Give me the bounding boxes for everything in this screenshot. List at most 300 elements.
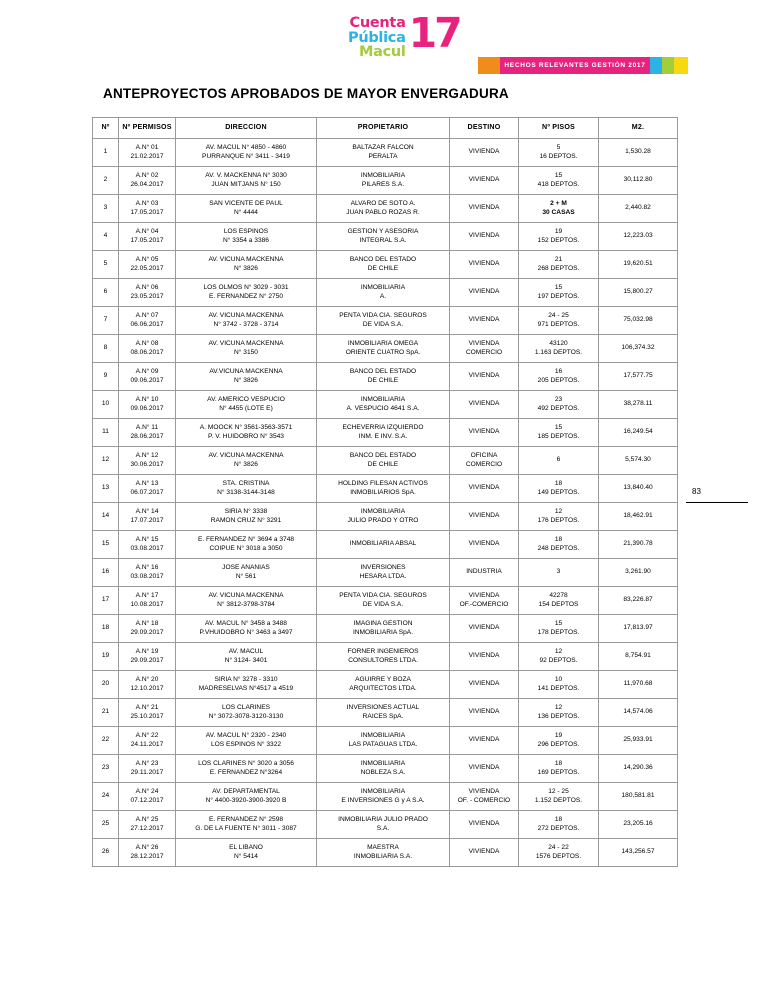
cell-propietario-line1: INMOBILIARIA JULIO PRADO [338, 816, 428, 824]
cell-permiso-line2: 09.06.2017 [130, 404, 164, 412]
cell-destino-line2: COMERCIO [465, 460, 503, 468]
cell-pisos-line1: 16 [554, 368, 563, 376]
table-row [93, 195, 678, 223]
cell-m2: 19,620.51 [599, 251, 678, 279]
cell-pisos-line2: 492 DEPTOS. [537, 404, 580, 412]
cell-pisos-line2: 178 DEPTOS. [537, 628, 580, 636]
cell-propietario [317, 615, 450, 643]
cell-direccion-line2: COIPUE N° 3018 a 3050 [209, 544, 283, 552]
cell-pisos-line2: 152 DEPTOS. [537, 236, 580, 244]
cell-pisos-line1: 10 [554, 676, 563, 684]
cell-destino [450, 811, 519, 839]
cell-permiso [119, 419, 176, 447]
cell-permiso [119, 671, 176, 699]
cell-propietario-line1: INMOBILIARIA [360, 396, 406, 404]
ribbon-segment-magenta [500, 57, 650, 74]
cell-destino-line1: OFICINA [470, 452, 498, 460]
cell-permiso [119, 251, 176, 279]
cell-direccion-line1: AV. VICUÑA MACKENNA [208, 452, 284, 460]
cell-destino [450, 335, 519, 363]
table-row [93, 755, 678, 783]
column-header-destino: DESTINO [450, 118, 519, 139]
cell-m2: 5,574.30 [599, 447, 678, 475]
cell-propietario-line2: INM. E INV. S.A. [358, 432, 408, 440]
cell-direccion-line1: LOS OLMOS N° 3029 - 3031 [203, 284, 289, 292]
page-number-rule [686, 502, 748, 503]
cell-direccion-line1: AV. MACUL N° 3458 a 3488 [205, 620, 287, 628]
table-row [93, 447, 678, 475]
cell-m2: 12,223.03 [599, 223, 678, 251]
cell-permiso-line2: 25.10.2017 [130, 712, 164, 720]
cell-propietario-line1: INMOBILIARIA [360, 760, 406, 768]
cell-permiso [119, 643, 176, 671]
table-row [93, 643, 678, 671]
cell-propietario [317, 363, 450, 391]
cell-m2: 1,530.28 [599, 139, 678, 167]
cell-propietario [317, 839, 450, 867]
cell-permiso-line1: A.N° 22 [135, 732, 159, 740]
cell-propietario-line1: INMOBILIARIA [360, 732, 406, 740]
cell-destino-line1: VIVIENDA [468, 372, 500, 380]
cell-propietario [317, 671, 450, 699]
cell-direccion-line1: SIRIA N° 3278 - 3310 [214, 676, 278, 684]
cell-propietario-line1: BALTAZAR FALCON [352, 144, 414, 152]
cell-propietario-line1: BANCO DEL ESTADO [349, 368, 417, 376]
cell-numero: 6 [93, 279, 119, 307]
cell-pisos-line2: 296 DEPTOS. [537, 740, 580, 748]
cell-propietario-line2: A. VESPUCIO 4641 S.A. [346, 404, 420, 412]
cell-propietario [317, 699, 450, 727]
cell-m2: 11,970.68 [599, 671, 678, 699]
anteproyectos-table [92, 117, 678, 867]
cell-destino-line1: VIVIENDA [468, 652, 500, 660]
cell-pisos-line1: 18 [554, 480, 563, 488]
cell-direccion-line2: N° 5414 [234, 852, 258, 860]
cell-propietario [317, 251, 450, 279]
cell-destino [450, 307, 519, 335]
cell-direccion-line2: E. FERNANDEZ N° 2750 [208, 292, 284, 300]
ribbon-segment-orange [478, 57, 500, 74]
cell-propietario [317, 783, 450, 811]
cell-destino [450, 475, 519, 503]
cell-direccion-line2: N° 3812-3798-3784 [217, 600, 275, 608]
cell-propietario-line1: BANCO DEL ESTADO [349, 256, 417, 264]
cell-numero: 17 [93, 587, 119, 615]
cell-destino [450, 223, 519, 251]
cell-pisos-line1: 5 [556, 144, 561, 152]
table-row [93, 363, 678, 391]
cell-m2: 2,440.82 [599, 195, 678, 223]
cell-pisos-line2: 418 DEPTOS. [537, 180, 580, 188]
cell-pisos [519, 195, 599, 223]
cell-pisos [519, 671, 599, 699]
cell-destino [450, 419, 519, 447]
cell-propietario-line1: AGUIRRE Y BOZA [355, 676, 411, 684]
cell-pisos-line2: 92 DEPTOS. [539, 656, 578, 664]
column-header-permisos: Nº PERMISOS [119, 118, 176, 139]
anteproyectos-table-wrapper [92, 117, 677, 867]
cell-direccion-line2: N° 3354 a 3386 [223, 236, 269, 244]
column-header-propietario: PROPIETARIO [317, 118, 450, 139]
cell-m2: 106,374.32 [599, 335, 678, 363]
cell-permiso-line2: 17.07.2017 [130, 516, 164, 524]
cell-direccion-line1: E. FERNANDEZ N° 2598 [208, 816, 284, 824]
cell-propietario [317, 139, 450, 167]
cell-pisos [519, 475, 599, 503]
page-number: 83 [692, 487, 701, 496]
cell-destino-line2: OF. - COMERCIO [457, 796, 511, 804]
cell-permiso-line2: 29.09.2017 [130, 628, 164, 636]
cell-pisos [519, 223, 599, 251]
cell-direccion [176, 671, 317, 699]
cell-direccion-line2: PURRANQUE N° 3411 - 3419 [202, 152, 290, 160]
cell-direccion [176, 447, 317, 475]
cell-pisos-line2: 268 DEPTOS. [537, 264, 580, 272]
cell-propietario-line2: INMOBILIARIA S.A. [353, 852, 413, 860]
cell-destino [450, 755, 519, 783]
cell-pisos [519, 279, 599, 307]
cell-permiso-line1: A.N° 23 [135, 760, 159, 768]
cell-propietario [317, 811, 450, 839]
cell-propietario-line1: IMAGINA GESTION [353, 620, 413, 628]
cell-permiso-line1: A.N° 16 [135, 564, 159, 572]
cell-direccion-line2: N° 3150 [234, 348, 258, 356]
cell-pisos-line2: 30 CASAS [542, 208, 575, 216]
cell-permiso-line2: 12.10.2017 [130, 684, 164, 692]
cell-destino-line1: VIVIENDA [468, 260, 500, 268]
cell-propietario-line2: DE VIDA S.A. [362, 320, 404, 328]
cell-direccion [176, 643, 317, 671]
cell-direccion-line2: E. FERNANDEZ N°3264 [209, 768, 283, 776]
cell-permiso-line1: A.N° 19 [135, 648, 159, 656]
cell-propietario-line1: INMOBILIARIA [360, 788, 406, 796]
cell-propietario [317, 587, 450, 615]
table-row [93, 475, 678, 503]
cell-pisos-line1: 6 [556, 456, 561, 464]
table-row [93, 307, 678, 335]
cell-permiso [119, 167, 176, 195]
table-row [93, 531, 678, 559]
cell-permiso-line1: A.N° 24 [135, 788, 159, 796]
table-row [93, 167, 678, 195]
cell-pisos-line1: 12 [554, 508, 563, 516]
table-row [93, 783, 678, 811]
cell-propietario-line1: INMOBILIARIA [360, 284, 406, 292]
cell-destino-line1: VIVIENDA [468, 428, 500, 436]
cell-direccion [176, 419, 317, 447]
cell-m2: 16,249.54 [599, 419, 678, 447]
cell-destino [450, 839, 519, 867]
cell-destino [450, 559, 519, 587]
cell-pisos [519, 503, 599, 531]
cell-propietario-line1: INVERSIONES [360, 564, 406, 572]
cell-m2: 3,261.90 [599, 559, 678, 587]
cell-propietario-line1: INMOBILIARIA ABSAL [349, 540, 417, 548]
cell-pisos [519, 727, 599, 755]
cell-direccion-line2: N° 3826 [234, 264, 258, 272]
cell-m2: 25,933.91 [599, 727, 678, 755]
cell-permiso-line2: 06.07.2017 [130, 488, 164, 496]
cell-propietario-line2: E INVERSIONES G y A S.A. [341, 796, 425, 804]
cell-permiso [119, 363, 176, 391]
cell-propietario-line2: PERALTA [368, 152, 398, 160]
cell-direccion [176, 167, 317, 195]
cell-direccion [176, 755, 317, 783]
cell-permiso [119, 503, 176, 531]
cell-destino-line1: VIVIENDA [468, 764, 500, 772]
cell-m2: 8,754.91 [599, 643, 678, 671]
cell-destino-line1: VIVIENDA [468, 708, 500, 716]
cell-direccion-line2: RAMON CRUZ N° 3291 [210, 516, 282, 524]
cell-propietario-line1: PENTA VIDA CIA. SEGUROS [339, 312, 427, 320]
cell-permiso [119, 699, 176, 727]
logo-wordmark [348, 9, 460, 60]
cell-numero: 4 [93, 223, 119, 251]
cell-numero: 3 [93, 195, 119, 223]
cell-permiso-line1: A.N° 21 [135, 704, 159, 712]
cell-pisos-line1: 12 - 25 [548, 788, 569, 796]
cell-direccion-line2: N° 4444 [234, 208, 258, 216]
cell-propietario [317, 475, 450, 503]
cell-numero: 8 [93, 335, 119, 363]
cell-destino-line2: OF.-COMERCIO [459, 600, 509, 608]
cell-m2: 83,226.87 [599, 587, 678, 615]
cell-direccion [176, 139, 317, 167]
cell-propietario-line2: ARQUITECTOS LTDA. [349, 684, 417, 692]
cell-propietario-line2: DE VIDA S.A. [362, 600, 404, 608]
cell-pisos-line1: 12 [554, 704, 563, 712]
cell-permiso-line1: A.N° 10 [135, 396, 159, 404]
cell-direccion-line1: A. MOOCK N° 3561-3563-3571 [199, 424, 293, 432]
table-row [93, 251, 678, 279]
cell-permiso-line1: A.N° 01 [135, 144, 159, 152]
table-row [93, 223, 678, 251]
cell-m2: 18,462.91 [599, 503, 678, 531]
cell-pisos-line2: 197 DEPTOS. [537, 292, 580, 300]
cell-propietario [317, 307, 450, 335]
table-header-row [93, 118, 678, 139]
logo-line-macul: Macul [358, 44, 406, 60]
cell-numero: 5 [93, 251, 119, 279]
cell-pisos [519, 699, 599, 727]
cell-propietario-line2: DE CHILE [367, 264, 399, 272]
cell-permiso-line1: A.N° 09 [135, 368, 159, 376]
cell-pisos-line1: 24 - 22 [548, 844, 569, 852]
cell-direccion [176, 531, 317, 559]
cell-numero: 12 [93, 447, 119, 475]
cell-pisos [519, 391, 599, 419]
column-header-m2: M2. [599, 118, 678, 139]
cell-numero: 26 [93, 839, 119, 867]
cell-numero: 19 [93, 643, 119, 671]
cell-pisos-line2: 1.163 DEPTOS. [534, 348, 583, 356]
cell-pisos-line1: 15 [554, 424, 563, 432]
cell-propietario-line2: JULIO PRADO Y OTRO [347, 516, 419, 524]
cell-pisos-line1: 19 [554, 228, 563, 236]
ribbon-segment-yellow [674, 57, 688, 74]
cell-destino [450, 671, 519, 699]
cell-permiso-line2: 08.06.2017 [130, 348, 164, 356]
cell-destino [450, 279, 519, 307]
cell-direccion [176, 251, 317, 279]
cell-m2: 38,278.11 [599, 391, 678, 419]
cell-destino [450, 503, 519, 531]
cell-permiso [119, 839, 176, 867]
cell-pisos-line1: 18 [554, 536, 563, 544]
cell-m2: 15,800.27 [599, 279, 678, 307]
cell-pisos [519, 363, 599, 391]
cell-numero: 10 [93, 391, 119, 419]
cell-propietario [317, 195, 450, 223]
cell-destino [450, 587, 519, 615]
cell-numero: 24 [93, 783, 119, 811]
cell-destino-line1: VIVIENDA [468, 484, 500, 492]
cell-propietario-line1: BANCO DEL ESTADO [349, 452, 417, 460]
cell-m2: 30,112.80 [599, 167, 678, 195]
cell-destino-line1: VIVIENDA [468, 848, 500, 856]
cell-direccion-line2: JUAN MITJANS N° 150 [211, 180, 281, 188]
cell-propietario-line2: A. [379, 292, 387, 300]
cell-permiso-line1: A.N° 20 [135, 676, 159, 684]
cell-permiso [119, 811, 176, 839]
cell-destino-line1: VIVIENDA [468, 232, 500, 240]
cell-propietario-line2: JUAN PABLO ROZAS R. [346, 208, 420, 216]
cell-destino-line1: INDUSTRIA [466, 568, 502, 576]
cell-pisos [519, 811, 599, 839]
cell-direccion-line1: AV. VICUÑA MACKENNA [208, 256, 284, 264]
table-row [93, 811, 678, 839]
cell-propietario-line1: HOLDING FILESAN ACTIVOS [338, 480, 428, 488]
cell-numero: 13 [93, 475, 119, 503]
cell-destino [450, 391, 519, 419]
cell-propietario-line1: INMOBILIARIA [360, 172, 406, 180]
cell-propietario-line2: PILARES S.A. [361, 180, 405, 188]
cell-numero: 20 [93, 671, 119, 699]
cell-pisos-line1: 42278 [549, 592, 568, 600]
cell-pisos-line2: 169 DEPTOS. [537, 768, 580, 776]
cell-pisos-line2: 971 DEPTOS. [537, 320, 580, 328]
cell-permiso-line2: 10.08.2017 [130, 600, 164, 608]
cell-permiso-line1: A.N° 18 [135, 620, 159, 628]
cell-direccion-line2: N° 3826 [234, 376, 258, 384]
cell-permiso-line2: 26.04.2017 [130, 180, 164, 188]
ribbon-banner [478, 57, 688, 74]
cell-direccion [176, 279, 317, 307]
cell-destino-line1: VIVIENDA [468, 512, 500, 520]
cell-direccion-line1: AV. DEPARTAMENTAL [212, 788, 280, 796]
cell-direccion-line2: P.VHUIDOBRO N° 3463 a 3497 [199, 628, 293, 636]
cell-propietario [317, 559, 450, 587]
cell-direccion-line1: SAN VICENTE DE PAUL [209, 200, 283, 208]
cell-permiso [119, 615, 176, 643]
cell-numero: 18 [93, 615, 119, 643]
cell-direccion [176, 307, 317, 335]
cell-destino-line1: VIVIENDA [468, 788, 500, 796]
cell-propietario-line2: INTEGRAL S.A. [359, 236, 407, 244]
cell-pisos [519, 643, 599, 671]
cell-permiso-line2: 23.05.2017 [130, 292, 164, 300]
cell-pisos-line2: 176 DEPTOS. [537, 516, 580, 524]
cell-permiso-line1: A.N° 11 [135, 424, 159, 432]
cell-destino-line1: VIVIENDA [468, 288, 500, 296]
cell-permiso [119, 531, 176, 559]
table-row [93, 587, 678, 615]
cell-pisos-line1: 19 [554, 732, 563, 740]
table-row [93, 671, 678, 699]
cell-direccion-line1: AV. MACUL [228, 648, 264, 656]
cell-permiso-line2: 17.05.2017 [130, 236, 164, 244]
cell-permiso-line1: A.N° 17 [135, 592, 159, 600]
cell-direccion-line1: STA. CRISTINA [222, 480, 270, 488]
cell-propietario-line2: INMOBILIARIOS SpA. [350, 488, 416, 496]
cell-permiso-line2: 03.08.2017 [130, 572, 164, 580]
cell-propietario-line1: INVERSIONES ACTUAL [346, 704, 420, 712]
cell-propietario [317, 167, 450, 195]
cell-destino-line1: VIVIENDA [468, 820, 500, 828]
cell-destino [450, 363, 519, 391]
cell-destino-line1: VIVIENDA [468, 340, 500, 348]
cell-propietario-line1: INMOBILIARIA [360, 508, 406, 516]
cell-direccion-line1: LOS CLARINES [221, 704, 270, 712]
cell-permiso-line1: A.N° 04 [135, 228, 159, 236]
cell-propietario [317, 755, 450, 783]
cell-propietario-line1: ECHEVERRIA IZQUIERDO [342, 424, 424, 432]
logo-line-cuenta: Cuenta [349, 15, 406, 31]
cell-propietario-line1: PENTA VIDA CIA. SEGUROS [339, 592, 427, 600]
cell-pisos-line2: 1.152 DEPTOS. [534, 796, 583, 804]
cell-pisos [519, 307, 599, 335]
cell-pisos-line1: 15 [554, 620, 563, 628]
cell-direccion [176, 363, 317, 391]
cell-direccion-line1: AV. V. MACKENNA N° 3030 [205, 172, 287, 180]
cell-destino [450, 531, 519, 559]
cell-propietario [317, 531, 450, 559]
cell-pisos-line1: 21 [554, 256, 563, 264]
cell-direccion-line2: LOS ESPINOS N° 3322 [210, 740, 282, 748]
cell-permiso [119, 447, 176, 475]
cell-permiso-line2: 03.08.2017 [130, 544, 164, 552]
cell-permiso-line2: 29.09.2017 [130, 656, 164, 664]
cell-direccion-line2: P. V. HUIDOBRO N° 3543 [208, 432, 284, 440]
cell-pisos-line1: 15 [554, 172, 563, 180]
cell-permiso-line1: A.N° 12 [135, 452, 159, 460]
cell-propietario [317, 503, 450, 531]
table-row [93, 419, 678, 447]
cell-direccion-line1: JOSE ANANIAS [222, 564, 270, 572]
cell-propietario-line1: FORNER INGENIEROS [347, 648, 419, 656]
cell-destino-line1: VIVIENDA [468, 204, 500, 212]
cell-permiso [119, 755, 176, 783]
table-body [93, 139, 678, 867]
logo-line-publica: Pública [348, 29, 406, 46]
cell-pisos-line1: 18 [554, 760, 563, 768]
cell-propietario [317, 223, 450, 251]
cell-destino [450, 643, 519, 671]
cell-direccion-line2: N° 3826 [234, 460, 258, 468]
cell-permiso [119, 475, 176, 503]
cell-permiso-line2: 22.05.2017 [130, 264, 164, 272]
cell-propietario-line2: DE CHILE [367, 460, 399, 468]
cell-pisos [519, 615, 599, 643]
cell-destino-line1: VIVIENDA [468, 400, 500, 408]
cell-pisos [519, 531, 599, 559]
cell-permiso [119, 783, 176, 811]
cell-propietario [317, 279, 450, 307]
cell-direccion-line1: E. FERNANDEZ N° 3694 a 3748 [197, 536, 295, 544]
cell-direccion-line1: AV. VICUÑA MACKENNA [208, 340, 284, 348]
cell-propietario-line1: INMOBILIARIA OMEGA [347, 340, 419, 348]
cell-permiso-line2: 27.12.2017 [130, 824, 164, 832]
